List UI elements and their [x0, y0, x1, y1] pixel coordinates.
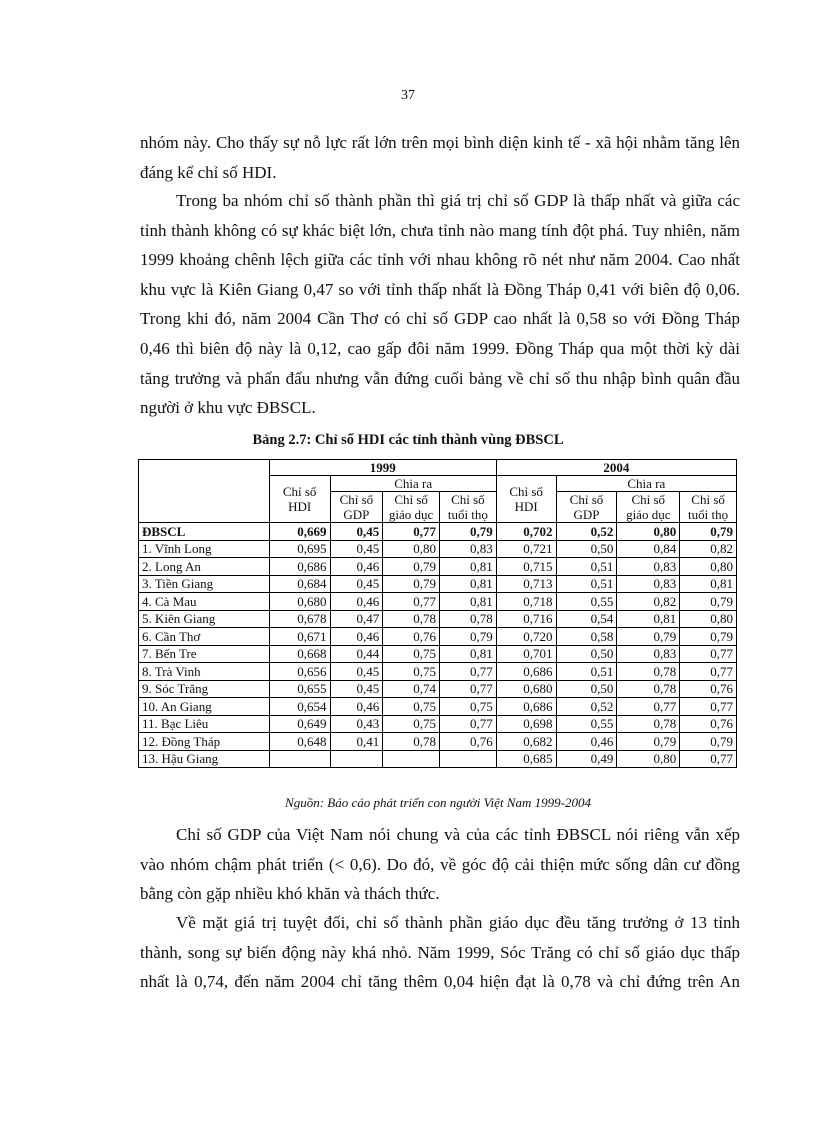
paragraph-4: Về mặt giá trị tuyệt đối, chỉ số thành phần giáo dục đều tăng trưởng ở 13 tỉnh thành, song sự biến động này khá nhỏ. Năm 1999, Sóc Trăng có chỉ số giáo dục thấp nhất là 0,74, đến năm 2004 chỉ tăng thêm 0,04 hiện đạt là 0,78 và chỉ đứng trên An [140, 913, 740, 992]
value-cell-life99: 0,77 [440, 715, 497, 733]
value-cell-gdp99: 0,45 [330, 540, 383, 558]
value-cell-life99: 0,79 [440, 523, 497, 541]
province-name-cell: 1. Vĩnh Long [139, 540, 270, 558]
header-gdp-2004: Chỉ số GDP [556, 492, 617, 523]
value-cell-gdp04: 0,46 [556, 733, 617, 751]
value-cell-gdp99: 0,45 [330, 523, 383, 541]
header-life-1999: Chỉ số tuổi thọ [440, 492, 497, 523]
value-cell-hdi04: 0,713 [496, 575, 556, 593]
province-name-cell: 3. Tiền Giang [139, 575, 270, 593]
header-hdi-1999: Chỉ số HDI [269, 476, 330, 523]
value-cell-edu99: 0,74 [383, 680, 440, 698]
value-cell-edu04: 0,80 [617, 750, 680, 768]
value-cell-hdi99: 0,678 [269, 610, 330, 628]
paragraph-2: Trong ba nhóm chỉ số thành phần thì giá trị chỉ số GDP là thấp nhất và giữa các tỉnh thành không có sự khác biệt lớn, chưa tỉnh nào mang tính đột phá. Tuy nhiên, năm 1999 khoảng chênh lệch giữa các tỉnh với nhau không rõ nét như năm 2004. Cao nhất khu vực là Kiên Giang 0,47 so với tỉnh thấp nhất là Đồng Tháp 0,41 với biên độ 0,06. Trong khi đó, năm 2004 Cần Thơ có chỉ số GDP cao nhất là 0,58 so với Đồng Tháp 0,46 thì biên độ này là 0,12, cao gấp đôi năm 1999. Đồng Tháp qua một thời kỳ dài tăng trưởng và phấn đấu nhưng vẫn đứng cuối bảng về chỉ số thu nhập bình quân đầu người ở khu vực ĐBSCL. [140, 191, 740, 418]
value-cell-life04: 0,80 [680, 558, 737, 576]
table-row [139, 558, 737, 576]
table-row [139, 523, 737, 541]
page-number: 37 [401, 88, 415, 103]
table-row [139, 610, 737, 628]
value-cell-edu04: 0,79 [617, 733, 680, 751]
value-cell-edu99: 0,75 [383, 698, 440, 716]
value-cell-hdi99: 0,649 [269, 715, 330, 733]
value-cell-hdi99: 0,648 [269, 733, 330, 751]
value-cell-hdi04: 0,680 [496, 680, 556, 698]
value-cell-life04: 0,76 [680, 680, 737, 698]
header-hdi-2004: Chỉ số HDI [496, 476, 556, 523]
value-cell-gdp04: 0,52 [556, 523, 617, 541]
value-cell-gdp99: 0,46 [330, 698, 383, 716]
value-cell-hdi04: 0,702 [496, 523, 556, 541]
table-row [139, 575, 737, 593]
table-source: Nguồn: Báo cáo phát triển con người Việt Nam 1999-2004 [285, 795, 591, 810]
value-cell-edu04: 0,77 [617, 698, 680, 716]
table-row [139, 663, 737, 681]
header-edu-2004: Chỉ số giáo dục [617, 492, 680, 523]
value-cell-hdi04: 0,701 [496, 645, 556, 663]
value-cell-life99: 0,77 [440, 680, 497, 698]
value-cell-life99: 0,75 [440, 698, 497, 716]
header-life-2004: Chỉ số tuổi thọ [680, 492, 737, 523]
value-cell-edu04: 0,78 [617, 715, 680, 733]
header-chia-ra-2004: Chia ra [556, 476, 736, 492]
value-cell-hdi04: 0,686 [496, 698, 556, 716]
value-cell-life99: 0,81 [440, 593, 497, 611]
value-cell-life99: 0,81 [440, 575, 497, 593]
value-cell-hdi99: 0,655 [269, 680, 330, 698]
value-cell-edu99: 0,79 [383, 575, 440, 593]
value-cell-gdp99: 0,43 [330, 715, 383, 733]
value-cell-life04: 0,79 [680, 628, 737, 646]
value-cell-edu99: 0,79 [383, 558, 440, 576]
province-name-cell: 8. Trà Vinh [139, 663, 270, 681]
value-cell-gdp99: 0,46 [330, 593, 383, 611]
value-cell-edu99: 0,75 [383, 663, 440, 681]
value-cell-gdp99: 0,47 [330, 610, 383, 628]
value-cell-hdi99: 0,656 [269, 663, 330, 681]
value-cell-life99: 0,78 [440, 610, 497, 628]
value-cell-hdi04: 0,720 [496, 628, 556, 646]
value-cell-hdi04: 0,682 [496, 733, 556, 751]
value-cell-edu04: 0,83 [617, 558, 680, 576]
value-cell-life04: 0,79 [680, 593, 737, 611]
province-name-cell: 11. Bạc Liêu [139, 715, 270, 733]
value-cell-life99: 0,81 [440, 645, 497, 663]
value-cell-gdp04: 0,49 [556, 750, 617, 768]
province-name-cell: 4. Cà Mau [139, 593, 270, 611]
table-caption: Bảng 2.7: Chỉ số HDI các tỉnh thành vùng ĐBSCL [252, 432, 564, 448]
province-name-cell: 2. Long An [139, 558, 270, 576]
value-cell-gdp04: 0,51 [556, 575, 617, 593]
value-cell-gdp04: 0,58 [556, 628, 617, 646]
value-cell-edu04: 0,78 [617, 663, 680, 681]
value-cell-hdi04: 0,685 [496, 750, 556, 768]
value-cell-edu04: 0,80 [617, 523, 680, 541]
value-cell-gdp04: 0,50 [556, 540, 617, 558]
hdi-table [138, 459, 737, 768]
value-cell-edu04: 0,78 [617, 680, 680, 698]
hdi-table-body [139, 523, 737, 768]
value-cell-gdp99: 0,41 [330, 733, 383, 751]
value-cell-edu99: 0,77 [383, 523, 440, 541]
value-cell-edu04: 0,83 [617, 575, 680, 593]
table-row [139, 715, 737, 733]
value-cell-edu99: 0,80 [383, 540, 440, 558]
value-cell-edu99: 0,77 [383, 593, 440, 611]
value-cell-hdi04: 0,718 [496, 593, 556, 611]
table-row [139, 645, 737, 663]
value-cell-hdi99: 0,668 [269, 645, 330, 663]
paragraph-1: nhóm này. Cho thấy sự nỗ lực rất lớn trên mọi bình diện kinh tế - xã hội nhằm tăng lên đáng kể chỉ số HDI. [140, 133, 740, 182]
table-row [139, 733, 737, 751]
paragraph-3: Chỉ số GDP của Việt Nam nói chung và của các tỉnh ĐBSCL nói riêng vẫn xếp vào nhóm chậm phát triển (< 0,6). Do đó, về góc độ cải thiện mức sống dân cư đồng bằng còn gặp nhiều khó khăn và thách thức. [140, 825, 740, 904]
value-cell-life04: 0,79 [680, 523, 737, 541]
value-cell-edu99: 0,75 [383, 645, 440, 663]
value-cell-hdi04: 0,715 [496, 558, 556, 576]
value-cell-life04: 0,77 [680, 698, 737, 716]
value-cell-life04: 0,76 [680, 715, 737, 733]
table-row [139, 593, 737, 611]
value-cell-edu99: 0,76 [383, 628, 440, 646]
province-name-cell: ĐBSCL [139, 523, 270, 541]
value-cell-life04: 0,79 [680, 733, 737, 751]
value-cell-hdi99 [269, 750, 330, 768]
value-cell-gdp99: 0,45 [330, 680, 383, 698]
value-cell-gdp99: 0,45 [330, 663, 383, 681]
value-cell-hdi04: 0,698 [496, 715, 556, 733]
province-name-cell: 10. An Giang [139, 698, 270, 716]
header-year-1999: 1999 [269, 460, 496, 476]
province-name-cell: 7. Bến Tre [139, 645, 270, 663]
value-cell-life04: 0,81 [680, 575, 737, 593]
province-name-cell: 5. Kiên Giang [139, 610, 270, 628]
value-cell-gdp04: 0,51 [556, 558, 617, 576]
value-cell-edu99 [383, 750, 440, 768]
value-cell-edu04: 0,84 [617, 540, 680, 558]
header-year-2004: 2004 [496, 460, 736, 476]
province-name-cell: 12. Đồng Tháp [139, 733, 270, 751]
value-cell-hdi99: 0,669 [269, 523, 330, 541]
value-cell-hdi99: 0,680 [269, 593, 330, 611]
value-cell-edu04: 0,82 [617, 593, 680, 611]
value-cell-hdi99: 0,671 [269, 628, 330, 646]
value-cell-hdi99: 0,654 [269, 698, 330, 716]
header-gdp-1999: Chỉ số GDP [330, 492, 383, 523]
value-cell-hdi04: 0,721 [496, 540, 556, 558]
value-cell-gdp99: 0,46 [330, 558, 383, 576]
table-row [139, 680, 737, 698]
value-cell-gdp04: 0,55 [556, 715, 617, 733]
value-cell-gdp04: 0,55 [556, 593, 617, 611]
value-cell-hdi04: 0,686 [496, 663, 556, 681]
value-cell-gdp99 [330, 750, 383, 768]
table-row [139, 628, 737, 646]
value-cell-life04: 0,82 [680, 540, 737, 558]
header-edu-1999: Chỉ số giáo dục [383, 492, 440, 523]
value-cell-gdp99: 0,45 [330, 575, 383, 593]
value-cell-life04: 0,77 [680, 663, 737, 681]
value-cell-life99: 0,76 [440, 733, 497, 751]
value-cell-life99: 0,79 [440, 628, 497, 646]
table-row [139, 750, 737, 768]
value-cell-life99: 0,77 [440, 663, 497, 681]
province-name-cell: 13. Hậu Giang [139, 750, 270, 768]
value-cell-hdi99: 0,695 [269, 540, 330, 558]
value-cell-life04: 0,77 [680, 645, 737, 663]
value-cell-gdp04: 0,54 [556, 610, 617, 628]
value-cell-hdi99: 0,686 [269, 558, 330, 576]
value-cell-edu04: 0,79 [617, 628, 680, 646]
value-cell-life04: 0,80 [680, 610, 737, 628]
province-name-cell: 9. Sóc Trăng [139, 680, 270, 698]
header-corner [139, 460, 270, 523]
table-row [139, 698, 737, 716]
province-name-cell: 6. Cần Thơ [139, 628, 270, 646]
value-cell-edu99: 0,78 [383, 610, 440, 628]
value-cell-gdp04: 0,51 [556, 663, 617, 681]
value-cell-life04: 0,77 [680, 750, 737, 768]
value-cell-edu99: 0,75 [383, 715, 440, 733]
table-row [139, 540, 737, 558]
value-cell-life99: 0,83 [440, 540, 497, 558]
value-cell-gdp04: 0,50 [556, 645, 617, 663]
value-cell-gdp04: 0,52 [556, 698, 617, 716]
value-cell-gdp99: 0,46 [330, 628, 383, 646]
value-cell-gdp04: 0,50 [556, 680, 617, 698]
value-cell-edu99: 0,78 [383, 733, 440, 751]
value-cell-gdp99: 0,44 [330, 645, 383, 663]
value-cell-hdi04: 0,716 [496, 610, 556, 628]
value-cell-edu04: 0,81 [617, 610, 680, 628]
value-cell-life99: 0,81 [440, 558, 497, 576]
header-chia-ra-1999: Chia ra [330, 476, 496, 492]
value-cell-edu04: 0,83 [617, 645, 680, 663]
value-cell-life99 [440, 750, 497, 768]
value-cell-hdi99: 0,684 [269, 575, 330, 593]
